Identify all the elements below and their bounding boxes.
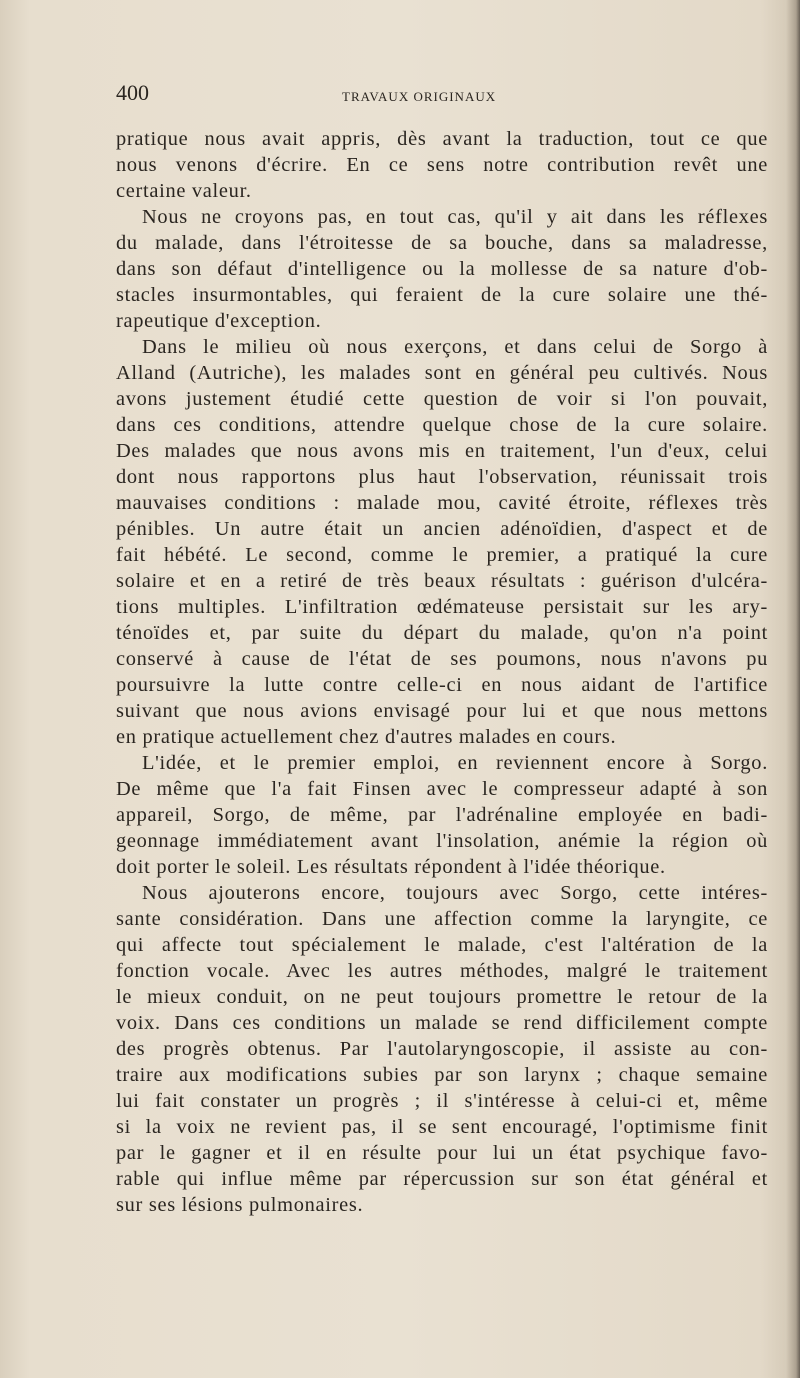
- page-header: [116, 80, 766, 110]
- text-line: fait hébété. Le second, comme le premier, a pratiqué la cure: [116, 544, 768, 566]
- text-line: Dans le milieu où nous exerçons, et dans celui de Sorgo à: [142, 336, 768, 358]
- text-line: geonnage immédiatement avant l'insolation, anémie la région où: [116, 830, 768, 852]
- text-line: poursuivre la lutte contre celle-ci en nous aidant de l'artifice: [116, 674, 768, 696]
- text-line: Alland (Autriche), les malades sont en général peu cultivés. Nous: [116, 362, 768, 384]
- paragraph: [116, 126, 768, 204]
- text-line: mauvaises conditions : malade mou, cavité étroite, réflexes très: [116, 492, 768, 514]
- text-line: certaine valeur.: [116, 180, 252, 202]
- text-line: suivant que nous avions envisagé pour lui et que nous mettons: [116, 700, 768, 722]
- text-line: pénibles. Un autre était un ancien adénoïdien, d'aspect et de: [116, 518, 768, 540]
- text-line: stacles insurmontables, qui feraient de la cure solaire une thé-: [116, 284, 768, 306]
- text-line: pratique nous avait appris, dès avant la traduction, tout ce que: [116, 128, 768, 150]
- text-line: sante considération. Dans une affection comme la laryngite, ce: [116, 908, 768, 930]
- text-line: lui fait constater un progrès ; il s'intéresse à celui-ci et, même: [116, 1090, 768, 1112]
- text-line: appareil, Sorgo, de même, par l'adrénaline employée en badi-: [116, 804, 768, 826]
- text-line: sur ses lésions pulmonaires.: [116, 1194, 364, 1216]
- text-line: dont nous rapportons plus haut l'observation, réunissait trois: [116, 466, 768, 488]
- text-line: tions multiples. L'infiltration œdémateuse persistait sur les ary-: [116, 596, 768, 618]
- text-line: nous venons d'écrire. En ce sens notre contribution revêt une: [116, 154, 768, 176]
- text-line: rable qui influe même par répercussion sur son état général et: [116, 1168, 768, 1190]
- text-line: si la voix ne revient pas, il se sent encouragé, l'optimisme finit: [116, 1116, 768, 1138]
- text-line: du malade, dans l'étroitesse de sa bouche, dans sa maladresse,: [116, 232, 768, 254]
- text-line: rapeutique d'exception.: [116, 310, 322, 332]
- text-line: traire aux modifications subies par son larynx ; chaque semaine: [116, 1064, 768, 1086]
- text-line: dans son défaut d'intelligence ou la mollesse de sa nature d'ob-: [116, 258, 768, 280]
- text-line: De même que l'a fait Finsen avec le compresseur adapté à son: [116, 778, 768, 800]
- paragraph: [116, 204, 768, 334]
- page-number: 400: [116, 80, 149, 105]
- text-line: qui affecte tout spécialement le malade, c'est l'altération de la: [116, 934, 768, 956]
- text-line: L'idée, et le premier emploi, en reviennent encore à Sorgo.: [142, 752, 768, 774]
- text-line: ténoïdes et, par suite du départ du malade, qu'on n'a point: [116, 622, 768, 644]
- text-line: en pratique actuellement chez d'autres malades en cours.: [116, 726, 617, 748]
- text-line: avons justement étudié cette question de voir si l'on pouvait,: [116, 388, 768, 410]
- text-line: solaire et en a retiré de très beaux résultats : guérison d'ulcéra-: [116, 570, 768, 592]
- text-line: Nous ne croyons pas, en tout cas, qu'il y ait dans les réflexes: [142, 206, 768, 228]
- text-line: dans ces conditions, attendre quelque chose de la cure solaire.: [116, 414, 768, 436]
- page-edge-shadow: [786, 0, 800, 1378]
- paragraph: [116, 880, 768, 1218]
- body-text: [116, 126, 768, 1218]
- text-line: Des malades que nous avons mis en traitement, l'un d'eux, celui: [116, 440, 768, 462]
- text-line: conservé à cause de l'état de ses poumons, nous n'avons pu: [116, 648, 768, 670]
- text-line: le mieux conduit, on ne peut toujours promettre le retour de la: [116, 986, 768, 1008]
- text-line: des progrès obtenus. Par l'autolaryngoscopie, il assiste au con-: [116, 1038, 768, 1060]
- text-line: voix. Dans ces conditions un malade se rend difficilement compte: [116, 1012, 768, 1034]
- running-head: TRAVAUX ORIGINAUX: [342, 89, 497, 104]
- paragraph: [116, 750, 768, 880]
- text-line: fonction vocale. Avec les autres méthodes, malgré le traitement: [116, 960, 768, 982]
- text-line: Nous ajouterons encore, toujours avec Sorgo, cette intéres-: [142, 882, 768, 904]
- text-line: doit porter le soleil. Les résultats répondent à l'idée théorique.: [116, 856, 666, 878]
- text-line: par le gagner et il en résulte pour lui un état psychique favo-: [116, 1142, 768, 1164]
- paragraph: [116, 334, 768, 750]
